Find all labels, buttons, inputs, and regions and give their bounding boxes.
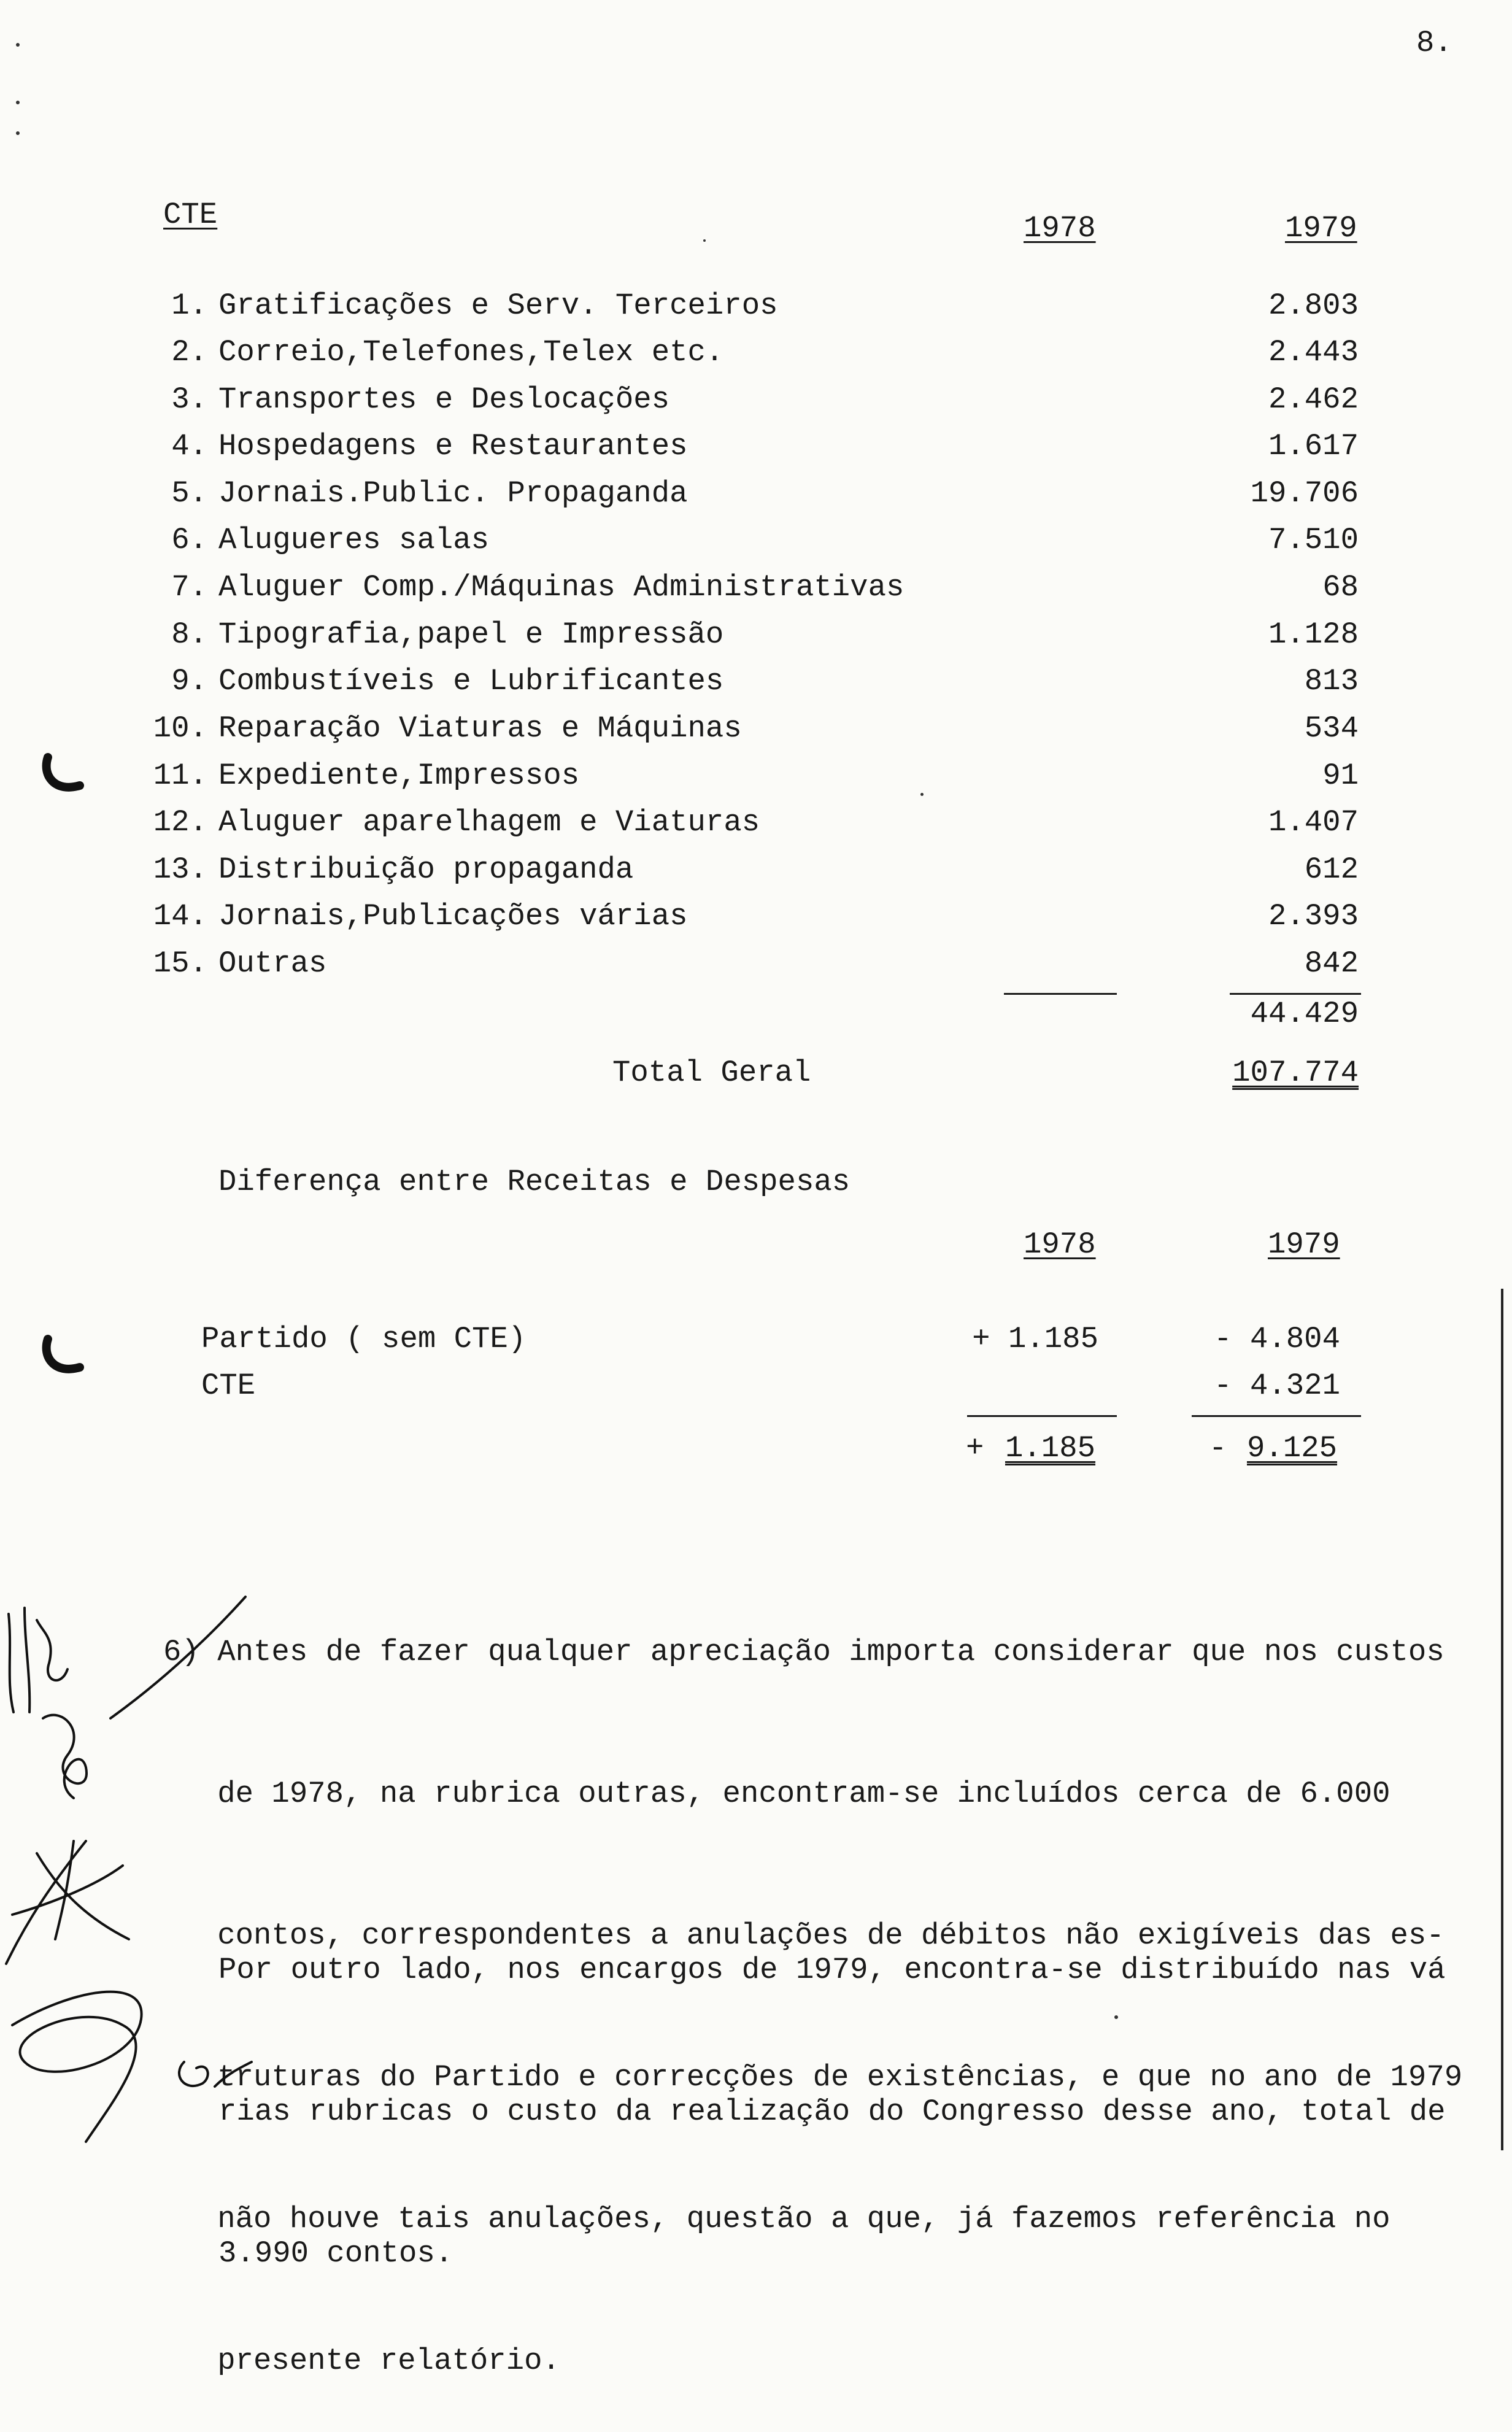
item-number: 2. — [171, 335, 207, 369]
handwritten-initials-signature — [0, 1596, 270, 2148]
page-number: 8. — [1416, 26, 1452, 60]
difference-total-1978: 1.185 — [1005, 1431, 1096, 1465]
text-line: presente relatório. — [163, 2344, 560, 2378]
text-line: de 1978, na rubrica outras, encontram-se incluídos cerca de 6.000 — [163, 1777, 1390, 1811]
text-line: contos, correspondentes a anulações de débitos não exigíveis das es- — [163, 1918, 1444, 1953]
difference-total-1978-sign: + — [966, 1431, 984, 1465]
item-label: Outras — [218, 946, 327, 981]
item-number: 12. — [153, 805, 207, 840]
subtotal-1979: 44.429 — [1250, 997, 1359, 1031]
item-value-1979: 1.128 — [1268, 617, 1359, 652]
item-label: Jornais,Publicações várias — [218, 899, 688, 933]
item-number: 5. — [171, 476, 207, 511]
item-number: 11. — [153, 759, 207, 793]
item-number: 3. — [171, 382, 207, 417]
item-value-1979: 91 — [1322, 759, 1359, 793]
item-value-1979: 1.407 — [1268, 805, 1359, 840]
item-value-1979: 612 — [1304, 852, 1359, 887]
scan-speck — [920, 793, 924, 796]
item-label: Distribuição propaganda — [218, 852, 634, 887]
item-label: Gratificações e Serv. Terceiros — [218, 288, 778, 323]
rule-1978-subtotal — [1004, 993, 1117, 995]
text-line: rias rubricas o custo da realização do Congresso desse ano, total de — [218, 2094, 1446, 2129]
item-label: Tipografia,papel e Impressão — [218, 617, 724, 652]
item-label: Jornais.Public. Propaganda — [218, 476, 688, 511]
paragraph-7 — [218, 1852, 1446, 2325]
item-number: 15. — [153, 946, 207, 981]
cte-heading: CTE — [163, 198, 218, 232]
difference-total-1979: 9.125 — [1247, 1431, 1338, 1465]
text-line: Por outro lado, nos encargos de 1979, encontra-se distribuído nas vá — [218, 1953, 1446, 1987]
item-label: Correio,Telefones,Telex etc. — [218, 335, 724, 369]
item-value-1979: 842 — [1304, 946, 1359, 981]
row-value-1978: + 1.185 — [972, 1322, 1098, 1356]
punch-hole-mark — [37, 751, 92, 800]
item-number: 14. — [153, 899, 207, 933]
item-label: Aluguer Comp./Máquinas Administrativas — [218, 570, 904, 604]
column-header-1979: 1979 — [1268, 1227, 1340, 1262]
punch-hole-mark — [37, 1333, 92, 1382]
item-label: Combustíveis e Lubrificantes — [218, 664, 724, 698]
item-number: 7. — [171, 570, 207, 604]
item-value-1979: 2.462 — [1268, 382, 1359, 417]
item-label: Transportes e Deslocações — [218, 382, 670, 417]
rule-1979-difference — [1192, 1415, 1361, 1417]
difference-total-1979-sign: - — [1209, 1431, 1227, 1465]
text-line: 3.990 contos. — [218, 2236, 453, 2271]
item-label: Reparação Viaturas e Máquinas — [218, 711, 742, 746]
punch-mark — [16, 101, 20, 104]
row-label: CTE — [201, 1368, 256, 1403]
item-value-1979: 2.803 — [1268, 288, 1359, 323]
row-label: Partido ( sem CTE) — [201, 1322, 526, 1356]
text-line: 6) Antes de fazer qualquer apreciação importa considerar que nos custos — [163, 1635, 1444, 1669]
item-number: 8. — [171, 617, 207, 652]
item-value-1979: 2.443 — [1268, 335, 1359, 369]
item-label: Alugueres salas — [218, 523, 490, 557]
punch-mark — [16, 131, 20, 135]
rule-1979-subtotal — [1230, 993, 1361, 995]
scan-speck — [1114, 2015, 1118, 2019]
item-number: 4. — [171, 429, 207, 463]
item-label: Expediente,Impressos — [218, 759, 580, 793]
item-value-1979: 68 — [1322, 570, 1359, 604]
item-label: Hospedagens e Restaurantes — [218, 429, 688, 463]
item-value-1979: 19.706 — [1250, 476, 1359, 511]
binding-edge-line — [1501, 1289, 1503, 2150]
total-1979: 107.774 — [1232, 1056, 1359, 1090]
scan-speck — [703, 239, 706, 242]
item-value-1979: 7.510 — [1268, 523, 1359, 557]
total-label: Total Geral — [612, 1056, 811, 1090]
column-header-1978: 1978 — [1024, 1227, 1096, 1262]
column-header-1978: 1978 — [1024, 211, 1096, 245]
item-number: 10. — [153, 711, 207, 746]
text-line: não houve tais anulações, questão a que, já fazemos referência no — [163, 2202, 1390, 2236]
difference-heading: Diferença entre Receitas e Despesas — [218, 1165, 850, 1199]
item-number: 1. — [171, 288, 207, 323]
item-value-1979: 534 — [1304, 711, 1359, 746]
item-number: 13. — [153, 852, 207, 887]
column-header-1979: 1979 — [1285, 211, 1357, 245]
item-label: Aluguer aparelhagem e Viaturas — [218, 805, 760, 840]
item-value-1979: 1.617 — [1268, 429, 1359, 463]
punch-mark — [16, 43, 20, 47]
row-value-1979: - 4.804 — [1214, 1322, 1340, 1356]
row-value-1979: - 4.321 — [1214, 1368, 1340, 1403]
item-value-1979: 2.393 — [1268, 899, 1359, 933]
item-number: 6. — [171, 523, 207, 557]
text-line: truturas do Partido e correcções de existências, e que no ano de 1979 — [163, 2060, 1463, 2094]
rule-1978-difference — [967, 1415, 1117, 1417]
item-number: 9. — [171, 664, 207, 698]
item-value-1979: 813 — [1304, 664, 1359, 698]
